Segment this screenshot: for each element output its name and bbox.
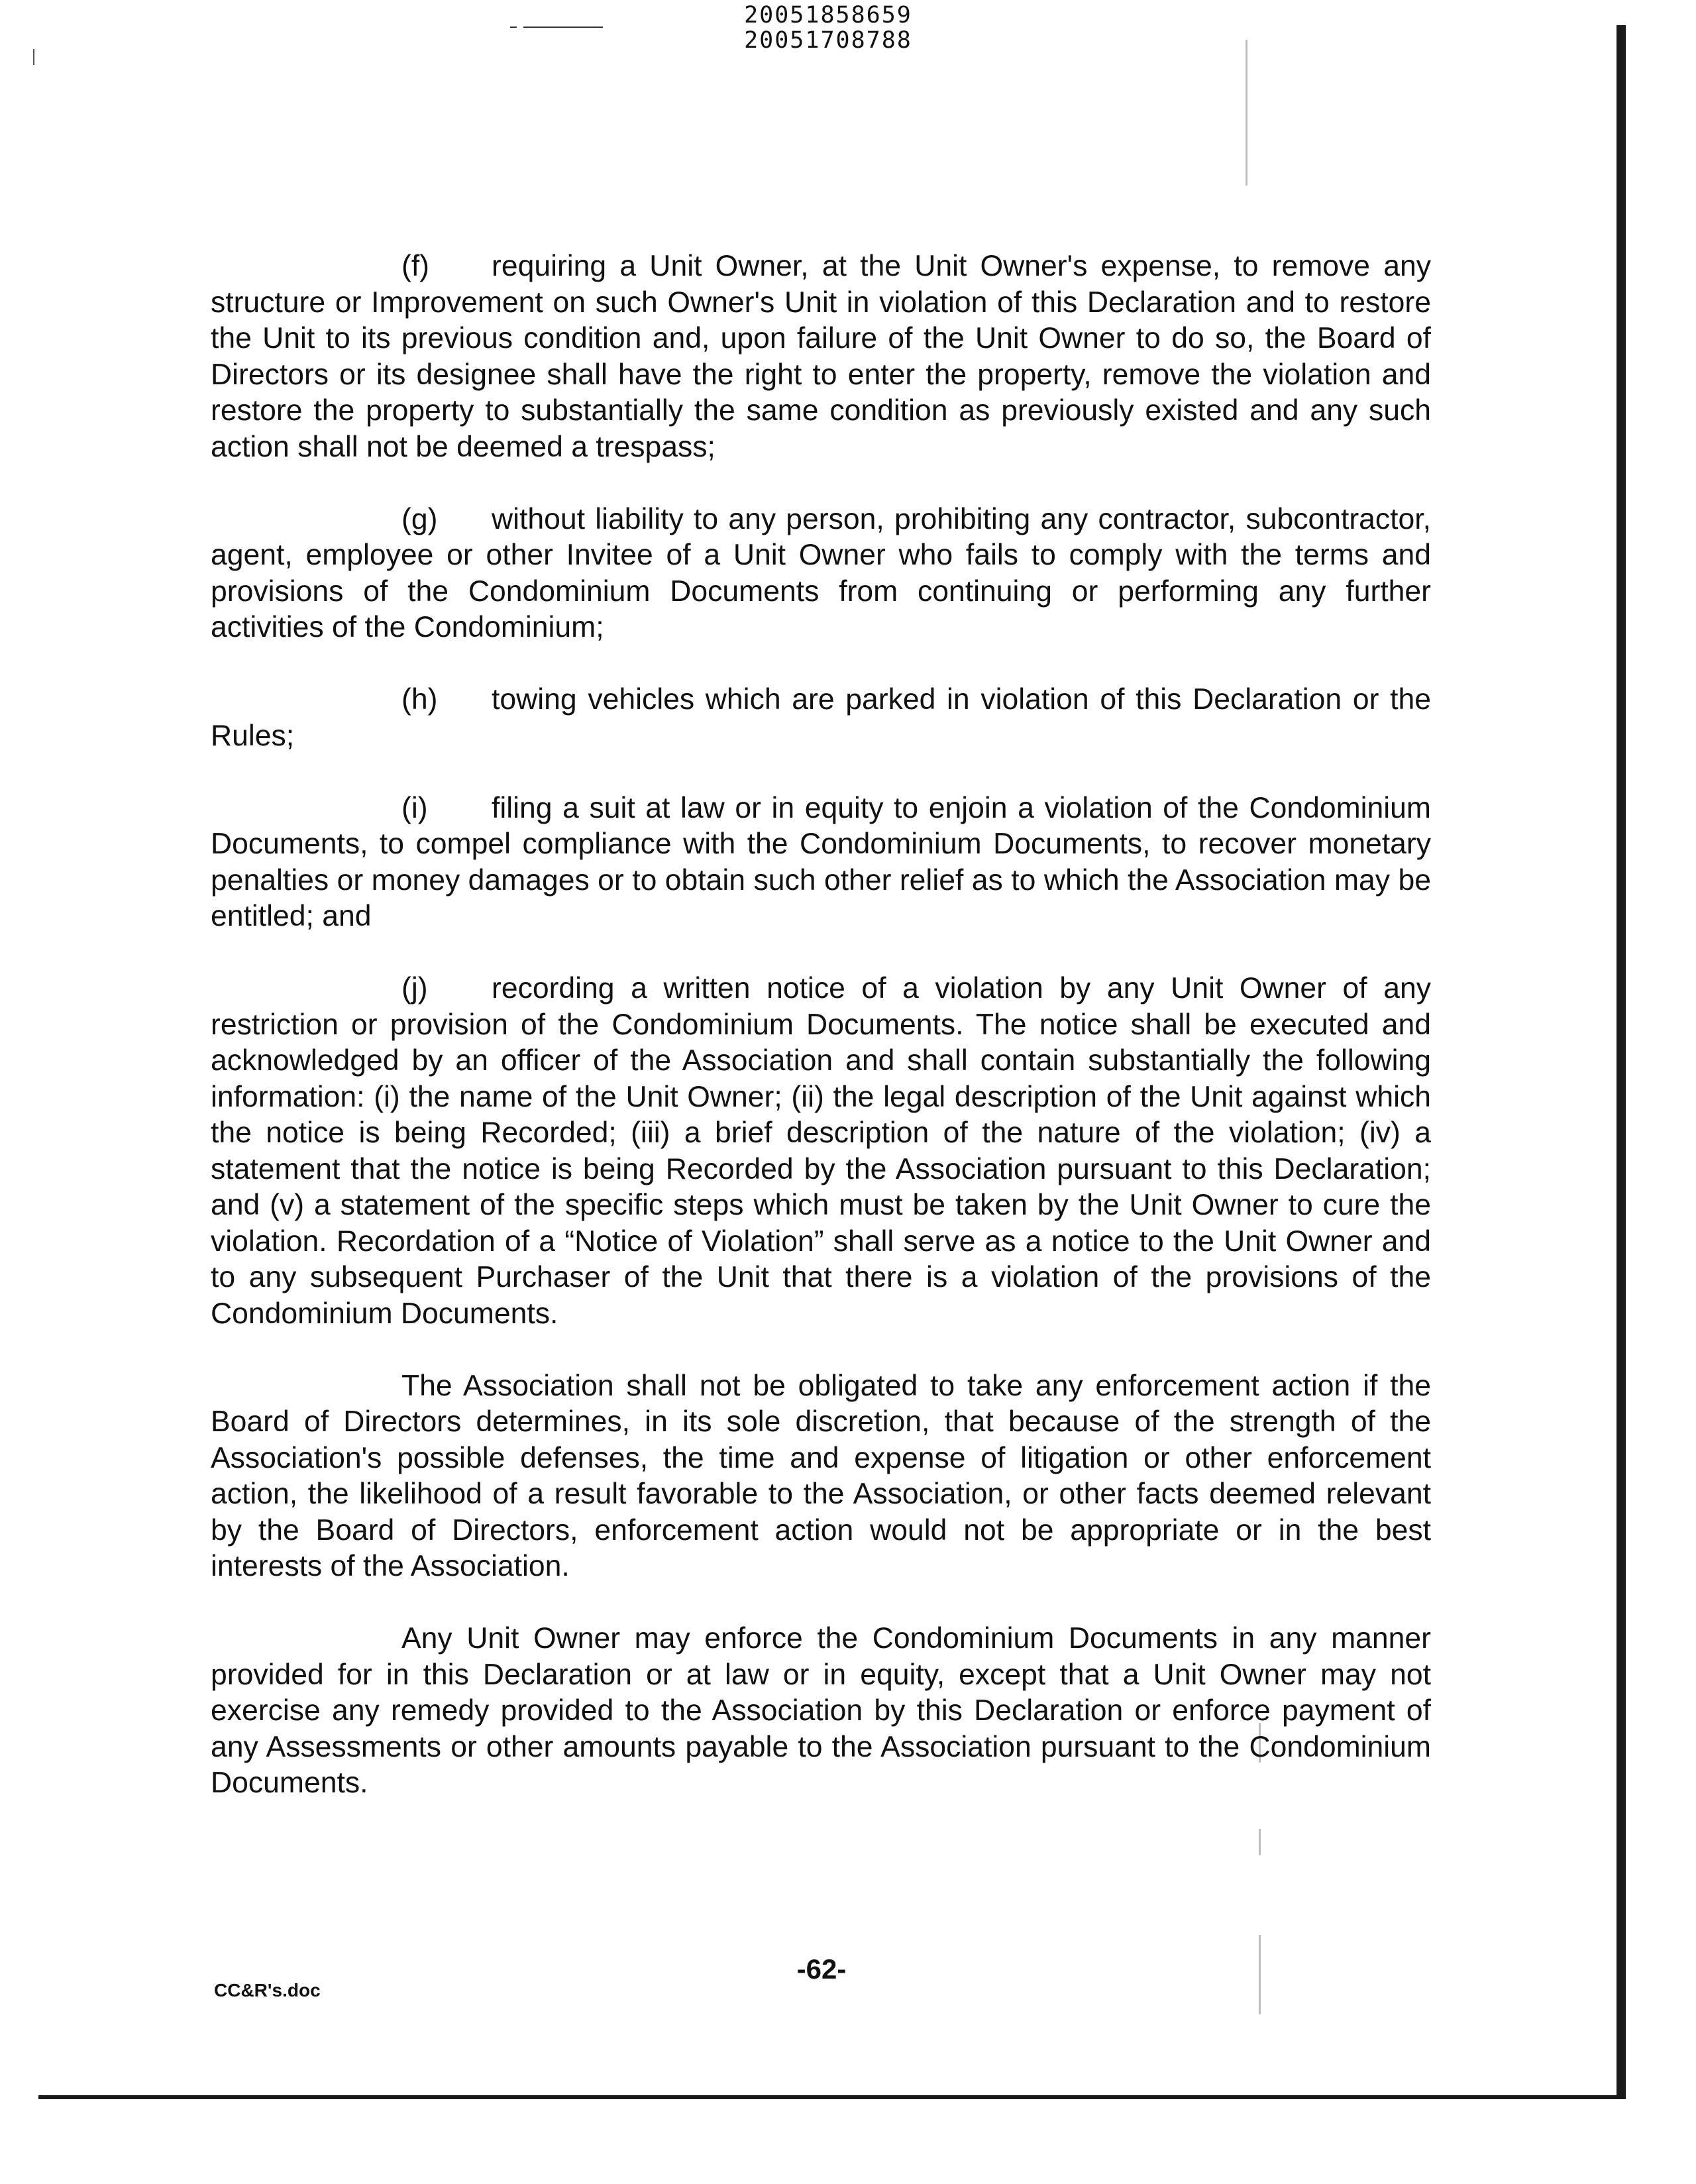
paragraph-text: towing vehicles which are parked in violation of this Declaration or the Rules; (211, 683, 1431, 752)
paragraph-h (211, 682, 1431, 754)
document-filename: CC&R's.doc (214, 1980, 321, 2000)
paragraph-i (211, 791, 1431, 935)
clause-marker: (j) (401, 972, 428, 1005)
scan-dash-mark (510, 27, 517, 28)
paragraph-text: filing a suit at law or in equity to enjoin a violation of the Condominium Documents, to compel compliance with the Condominium Documents, to recover monetary penalties or money damages or to obtain such other relief as to which the Association may be entitled; and (211, 791, 1431, 932)
clause-marker: (i) (401, 791, 428, 824)
clause-marker: (f) (401, 250, 430, 282)
paragraph-text: Any Unit Owner may enforce the Condominium Documents in any manner provided for in this Declaration or at law or in equity, except that a Unit Owner may not exercise any remedy provided to the Association by this Declaration or enforce payment of any Assessments or other amounts payable to the Association pursuant to the Condominium Documents. (211, 1622, 1431, 1799)
paragraph-enforcement-discretion (211, 1368, 1431, 1585)
paragraph-text: The Association shall not be obligated to take any enforcement action if the Board of Directors determines, in its sole discretion, that because of the strength of the Association's possible defenses, the time and expense of litigation or other enforcement action, the likelihood of a result favorable to the Association, or other facts deemed relevant by the Board of Directors, enforcement action would not be appropriate or in the best interests of the Association. (211, 1369, 1431, 1582)
paragraph-j (211, 971, 1431, 1332)
scan-margin-mark (33, 49, 34, 65)
scan-dash-mark (523, 27, 603, 28)
scan-speckle (1246, 40, 1247, 186)
paragraph-text: requiring a Unit Owner, at the Unit Owner's expense, to remove any structure or Improvement on such Owner's Unit in violation of this Declaration and to restore the Unit to its previous condition and, upon failure of the Unit Owner to do so, the Board of Directors or its designee shall have the right to enter the property, remove the violation and restore the property to substantially the same condition as previously existed and any such action shall not be deemed a trespass; (211, 250, 1431, 463)
scan-border-bottom (38, 2095, 1626, 2099)
clause-marker: (h) (401, 683, 438, 716)
paragraph-f (211, 248, 1431, 465)
scan-border-right (1616, 25, 1626, 2097)
record-number-1: 20051858659 (744, 2, 912, 28)
record-number-2: 20051708788 (744, 27, 912, 54)
clause-marker: (g) (401, 502, 438, 535)
paragraph-text: recording a written notice of a violation by any Unit Owner of any restriction or provision of the Condominium Documents. The notice shall be executed and acknowledged by an officer of the Association and shall contain substantially the following information: (i) the name of the Unit Owner; (ii) the legal description of the Unit against which the notice is being Recorded; (iii) a brief description of the nature of the violation; (iv) a statement that the notice is being Recorded by the Association pursuant to this Declaration; and (v) a statement of the specific steps which must be taken by the Unit Owner to cure the violation. Recordation of a “Notice of Violation” shall serve as a notice to the Unit Owner and to any subsequent Purchaser of the Unit that there is a violation of the provisions of the Condominium Documents. (211, 972, 1431, 1330)
page-number: -62- (796, 1953, 847, 1985)
document-body (211, 248, 1431, 1837)
paragraph-g (211, 502, 1431, 646)
paragraph-text: without liability to any person, prohibiting any contractor, subcontractor, agent, employee or other Invitee of a Unit Owner who fails to comply with the terms and provisions of the Condominium Documents from continuing or performing any further activities of the Condominium; (211, 502, 1431, 643)
paragraph-owner-enforcement (211, 1621, 1431, 1802)
scan-speckle (1259, 1935, 1261, 2014)
